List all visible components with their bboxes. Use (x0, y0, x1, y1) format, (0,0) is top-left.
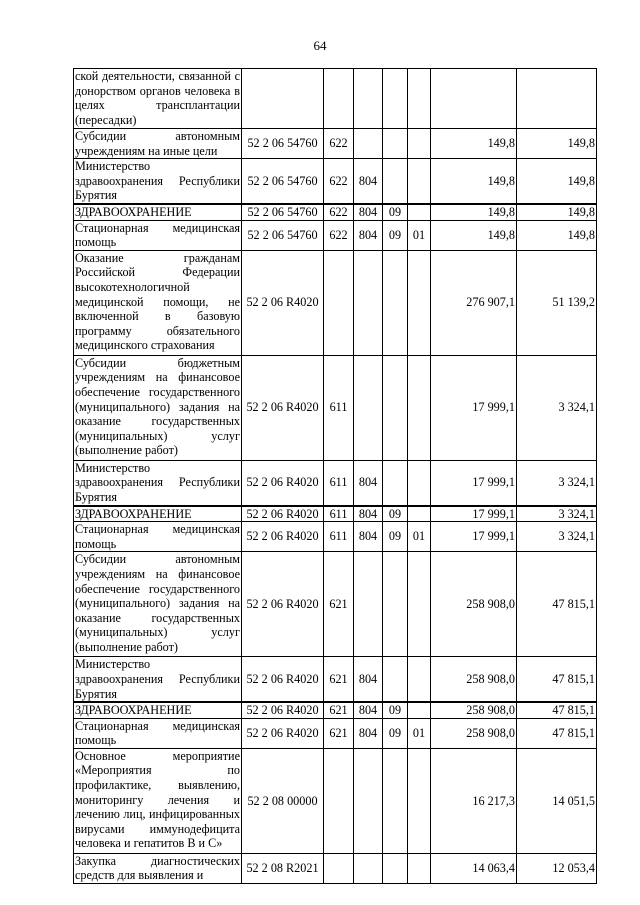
row-expense-type: 621 (324, 552, 354, 657)
table-row (74, 853, 597, 883)
table-row (74, 552, 597, 657)
row-section (383, 129, 408, 159)
table-body (74, 69, 597, 884)
row-expense-type: 611 (324, 506, 354, 522)
row-subsection: 01 (408, 220, 431, 250)
row-amount-federal: 149,8 (517, 204, 597, 220)
row-amount-total: 149,8 (431, 129, 517, 159)
row-amount-federal: 47 815,1 (517, 552, 597, 657)
row-amount-total: 17 999,1 (431, 522, 517, 552)
row-name: Основное мероприятие «Мероприятия по профилактике, выявлению, мониторингу лечения и лечению лиц, инфицированных вирусами иммунодефицита человека и гепатитов В и С» (74, 748, 242, 853)
row-code: 52 2 06 R4020 (242, 552, 324, 657)
row-section (383, 552, 408, 657)
table-row (74, 506, 597, 522)
row-amount-total: 14 063,4 (431, 853, 517, 883)
page-number: 64 (313, 38, 327, 53)
row-code: 52 2 06 R4020 (242, 522, 324, 552)
row-section (383, 460, 408, 505)
row-expense-type (324, 853, 354, 883)
row-ministry-code (354, 853, 383, 883)
row-amount-federal: 149,8 (517, 159, 597, 204)
row-name: Министерство здравоохранения Республики Бурятия (75, 657, 240, 701)
row-subsection (408, 460, 431, 505)
row-code (242, 69, 324, 129)
table-row (74, 522, 597, 552)
row-amount-federal: 3 324,1 (517, 355, 597, 460)
row-amount-total: 149,8 (431, 220, 517, 250)
row-section: 09 (383, 506, 408, 522)
row-ministry-code: 804 (354, 220, 383, 250)
row-section (383, 355, 408, 460)
row-name: ЗДРАВООХРАНЕНИЕ (74, 506, 242, 522)
budget-table (73, 68, 597, 884)
row-subsection (408, 552, 431, 657)
row-amount-federal: 47 815,1 (517, 702, 597, 718)
row-name: Субсидии бюджетным учреждениям на финансовое обеспечение государственного (муниципального) задания на оказание государственных (муниципальных) услуг (выполнение работ) (74, 355, 242, 460)
row-amount-total: 16 217,3 (431, 748, 517, 853)
row-amount-total: 17 999,1 (431, 506, 517, 522)
row-amount-total: 258 908,0 (431, 552, 517, 657)
row-name: ЗДРАВООХРАНЕНИЕ (74, 204, 242, 220)
row-amount-total: 258 908,0 (431, 657, 517, 702)
table-row (74, 748, 597, 853)
row-name: Стационарная медицинская помощь (75, 220, 240, 250)
table-row (74, 220, 597, 250)
row-amount-total: 258 908,0 (431, 718, 517, 748)
table-row (74, 718, 597, 748)
row-section (383, 69, 408, 129)
row-amount-total: 258 908,0 (431, 702, 517, 718)
row-ministry-code: 804 (354, 657, 383, 702)
row-amount-federal: 51 139,2 (517, 250, 597, 355)
table-row (74, 69, 597, 129)
row-amount-federal: 47 815,1 (517, 657, 597, 702)
row-ministry-code: 804 (354, 460, 383, 505)
row-subsection (408, 250, 431, 355)
row-name: Закупка диагностических средств для выявления и (75, 853, 240, 883)
row-name: Министерство здравоохранения Республики Бурятия (75, 159, 240, 203)
table-row (74, 702, 597, 718)
row-code: 52 2 08 R2021 (242, 853, 324, 883)
row-code: 52 2 06 54760 (242, 129, 324, 159)
row-name: ЗДРАВООХРАНЕНИЕ (74, 702, 242, 718)
row-section: 09 (383, 702, 408, 718)
row-expense-type: 611 (324, 522, 354, 552)
row-ministry-code (354, 250, 383, 355)
table-row (74, 460, 597, 505)
row-section: 09 (383, 220, 408, 250)
row-expense-type: 622 (324, 159, 354, 204)
row-ministry-code: 804 (354, 522, 383, 552)
row-section: 09 (383, 522, 408, 552)
row-expense-type (324, 748, 354, 853)
row-expense-type: 621 (324, 657, 354, 702)
row-amount-federal: 3 324,1 (517, 460, 597, 505)
row-name: Субсидии автономным учреждениям на финансовое обеспечение государственного (муниципального) задания на оказание государственных (муниципальных) услуг (выполнение работ) (74, 552, 242, 657)
row-name: Стационарная медицинская помощь (75, 718, 240, 748)
row-subsection: 01 (408, 718, 431, 748)
row-section (383, 250, 408, 355)
table-row (74, 657, 597, 702)
table-row (74, 159, 597, 204)
row-subsection (408, 748, 431, 853)
row-ministry-code (354, 355, 383, 460)
row-amount-federal (517, 69, 597, 129)
row-name: Стационарная медицинская помощь (75, 522, 240, 551)
row-amount-total: 276 907,1 (431, 250, 517, 355)
row-code: 52 2 06 R4020 (242, 355, 324, 460)
row-name: Министерство здравоохранения Республики Бурятия (75, 460, 240, 504)
row-subsection (408, 204, 431, 220)
row-ministry-code (354, 748, 383, 853)
row-expense-type: 611 (324, 460, 354, 505)
row-subsection (408, 506, 431, 522)
row-section: 09 (383, 204, 408, 220)
row-subsection (408, 69, 431, 129)
row-subsection (408, 355, 431, 460)
row-subsection (408, 657, 431, 702)
row-ministry-code: 804 (354, 159, 383, 204)
row-expense-type (324, 69, 354, 129)
row-amount-total: 17 999,1 (431, 355, 517, 460)
row-expense-type: 622 (324, 220, 354, 250)
row-amount-federal: 3 324,1 (517, 506, 597, 522)
row-code: 52 2 08 00000 (242, 748, 324, 853)
row-section (383, 853, 408, 883)
row-subsection (408, 129, 431, 159)
row-section (383, 748, 408, 853)
row-name: Субсидии автономным учреждениям на иные цели (75, 129, 240, 158)
row-amount-federal: 14 051,5 (517, 748, 597, 853)
row-code: 52 2 06 R4020 (242, 657, 324, 702)
row-amount-total: 149,8 (431, 159, 517, 204)
table-row (74, 204, 597, 220)
row-ministry-code: 804 (354, 204, 383, 220)
row-code: 52 2 06 54760 (242, 159, 324, 204)
row-ministry-code: 804 (354, 718, 383, 748)
row-code: 52 2 06 R4020 (242, 506, 324, 522)
row-subsection (408, 702, 431, 718)
row-amount-federal: 3 324,1 (517, 522, 597, 552)
row-code: 52 2 06 54760 (242, 220, 324, 250)
row-ministry-code (354, 69, 383, 129)
row-section (383, 657, 408, 702)
row-code: 52 2 06 R4020 (242, 702, 324, 718)
row-amount-federal: 149,8 (517, 129, 597, 159)
row-amount-federal: 149,8 (517, 220, 597, 250)
row-expense-type: 622 (324, 129, 354, 159)
row-expense-type (324, 250, 354, 355)
row-ministry-code (354, 552, 383, 657)
row-amount-total: 17 999,1 (431, 460, 517, 505)
table-row (74, 250, 597, 355)
row-amount-federal: 12 053,4 (517, 853, 597, 883)
row-ministry-code: 804 (354, 702, 383, 718)
row-ministry-code (354, 129, 383, 159)
row-subsection (408, 853, 431, 883)
row-section: 09 (383, 718, 408, 748)
row-expense-type: 622 (324, 204, 354, 220)
row-expense-type: 621 (324, 702, 354, 718)
row-subsection (408, 159, 431, 204)
row-name: Оказание гражданам Российской Федерации высокотехнологичной медицинской помощи, не включенной в базовую программу обязательного медицинского страхования (74, 250, 242, 355)
row-ministry-code: 804 (354, 506, 383, 522)
table-row (74, 355, 597, 460)
table-row (74, 129, 597, 159)
row-code: 52 2 06 R4020 (242, 250, 324, 355)
row-name: ской деятельности, связанной с донорством органов человека в целях трансплантации (пересадки) (75, 69, 240, 127)
row-amount-total (431, 69, 517, 129)
row-section (383, 159, 408, 204)
row-amount-federal: 47 815,1 (517, 718, 597, 748)
row-code: 52 2 06 R4020 (242, 460, 324, 505)
row-expense-type: 611 (324, 355, 354, 460)
row-code: 52 2 06 R4020 (242, 718, 324, 748)
row-expense-type: 621 (324, 718, 354, 748)
row-subsection: 01 (408, 522, 431, 552)
row-amount-total: 149,8 (431, 204, 517, 220)
row-code: 52 2 06 54760 (242, 204, 324, 220)
